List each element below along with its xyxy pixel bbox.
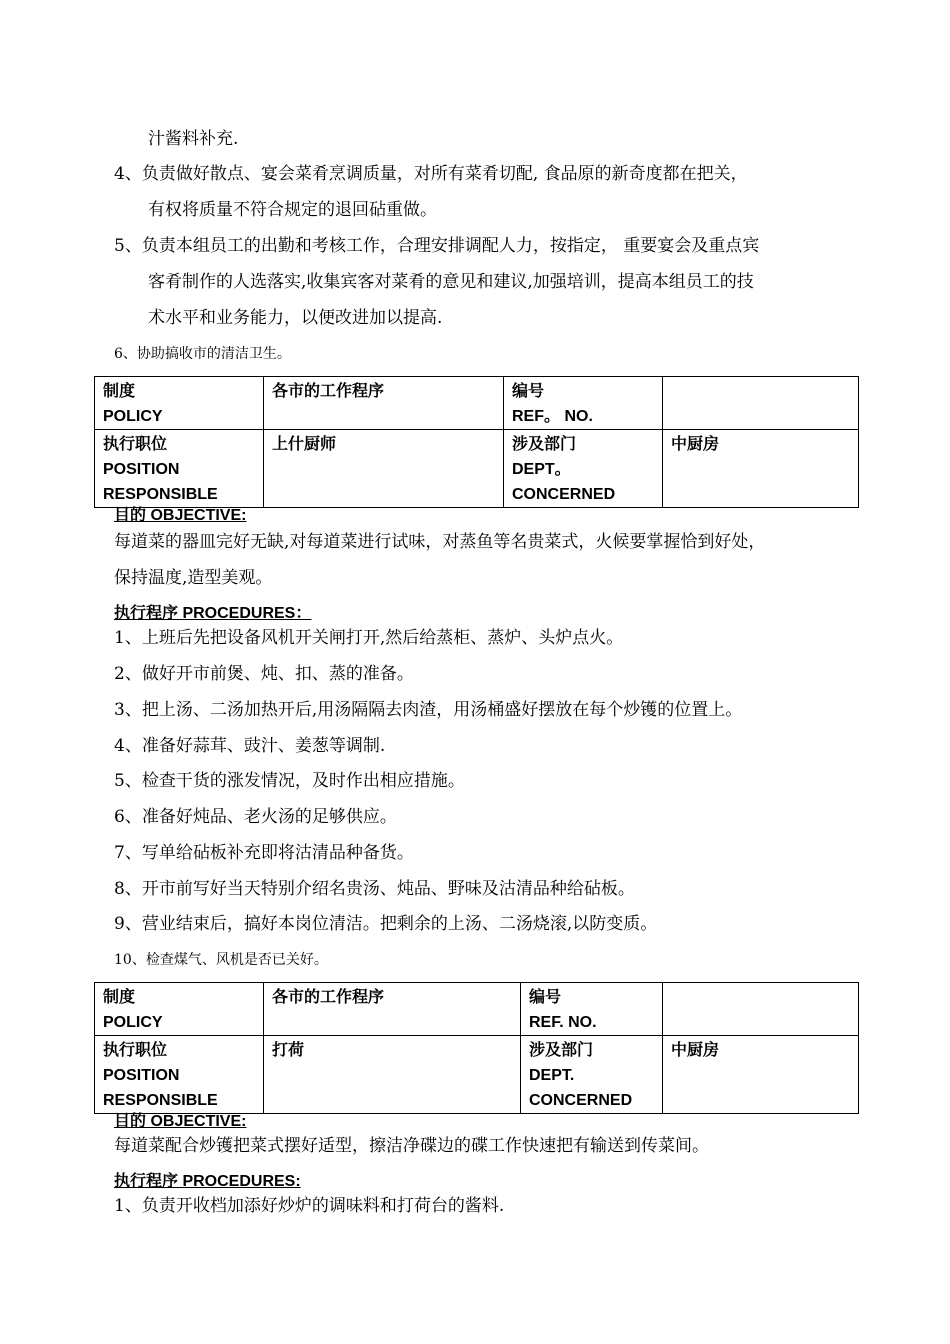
ref-value-cell bbox=[663, 377, 859, 430]
policy-label-cell bbox=[95, 377, 264, 430]
procedure-item: 9、营业结束后，搞好本岗位清洁。把剩余的上汤、二汤烧滚,以防变质。 bbox=[114, 914, 658, 934]
dept-label-en: CONCERNED bbox=[512, 486, 616, 503]
policy-value: 各市的工作程序 bbox=[272, 989, 385, 1006]
policy-label-cn: 制度 bbox=[103, 989, 136, 1006]
objective-text: 保持温度,造型美观。 bbox=[114, 568, 273, 588]
policy-table bbox=[94, 982, 859, 1114]
objective-text: 每道菜配合炒镬把菜式摆好适型，擦洁净碟边的碟工作快速把有输送到传菜间。 bbox=[114, 1136, 709, 1156]
dept-value-cell bbox=[663, 1036, 859, 1114]
procedure-item: 7、写单给砧板补充即将沽清品种备货。 bbox=[114, 843, 414, 863]
procedure-item: 8、开市前写好当天特别介绍名贵汤、炖品、野味及沽清品种给砧板。 bbox=[114, 879, 635, 899]
position-label-cn: 执行职位 bbox=[103, 1042, 168, 1059]
policy-label-cell bbox=[95, 983, 264, 1036]
policy-label-cn: 制度 bbox=[103, 383, 136, 400]
dept-label-cell bbox=[521, 1036, 663, 1114]
dept-value: 中厨房 bbox=[671, 1042, 720, 1059]
dept-label-en: CONCERNED bbox=[529, 1092, 633, 1109]
dept-value-cell bbox=[663, 430, 859, 508]
procedure-item: 3、把上汤、二汤加热开后,用汤隔隔去肉渣，用汤桶盛好摆放在每个炒镬的位置上。 bbox=[114, 700, 743, 720]
text-line: 有权将质量不符合规定的退回砧重做。 bbox=[148, 200, 437, 220]
text-line: 6、协助搞收市的清洁卫生。 bbox=[114, 346, 291, 362]
dept-label-en: DEPT。 bbox=[512, 461, 571, 478]
position-value-cell bbox=[264, 1036, 521, 1114]
text-line: 汁酱料补充. bbox=[148, 129, 239, 149]
procedures-heading: 执行程序 PROCEDURES： bbox=[114, 605, 312, 622]
policy-value-cell bbox=[264, 983, 521, 1036]
policy-value-cell bbox=[264, 377, 504, 430]
policy-table bbox=[94, 376, 859, 508]
dept-label-cell bbox=[504, 430, 663, 508]
text-line: 5、负责本组员工的出勤和考核工作，合理安排调配人力，按指定， 重要宴会及重点宾 bbox=[114, 236, 760, 256]
position-label-en: RESPONSIBLE bbox=[103, 1092, 218, 1109]
text-line: 4、负责做好散点、宴会菜肴烹调质量，对所有菜肴切配, 食品原的新奇度都在把关， bbox=[114, 164, 748, 184]
procedures-heading: 执行程序 PROCEDURES: bbox=[114, 1173, 301, 1190]
procedure-item: 6、准备好炖品、老火汤的足够供应。 bbox=[114, 807, 397, 827]
ref-label-cn: 编号 bbox=[529, 989, 562, 1006]
dept-label-cn: 涉及部门 bbox=[512, 436, 577, 453]
position-label-en: POSITION bbox=[103, 461, 180, 478]
policy-value: 各市的工作程序 bbox=[272, 383, 385, 400]
procedure-item: 1、上班后先把设备风机开关闸打开,然后给蒸柜、蒸炉、头炉点火。 bbox=[114, 628, 624, 648]
procedure-item: 10、检查煤气、风机是否已关好。 bbox=[114, 952, 328, 968]
procedure-item: 1、负责开收档加添好炒炉的调味料和打荷台的酱料. bbox=[114, 1196, 505, 1216]
procedure-item: 5、检查干货的涨发情况，及时作出相应措施。 bbox=[114, 771, 465, 791]
procedure-item: 2、做好开市前煲、炖、扣、蒸的准备。 bbox=[114, 664, 414, 684]
ref-label-cell bbox=[521, 983, 663, 1036]
text-line: 术水平和业务能力，以便改进加以提高. bbox=[148, 308, 443, 328]
position-label-en: POSITION bbox=[103, 1067, 180, 1084]
dept-label-cn: 涉及部门 bbox=[529, 1042, 594, 1059]
objective-text: 每道菜的器皿完好无缺,对每道菜进行试味，对蒸鱼等名贵菜式，火候要掌握恰到好处， bbox=[114, 532, 766, 552]
ref-label-en: REF. NO. bbox=[529, 1014, 597, 1031]
policy-label-en: POLICY bbox=[103, 1014, 163, 1031]
ref-label-en: REF。 NO. bbox=[512, 408, 593, 425]
position-label-cell bbox=[95, 1036, 264, 1114]
position-value-cell bbox=[264, 430, 504, 508]
position-value: 打荷 bbox=[272, 1042, 305, 1059]
policy-label-en: POLICY bbox=[103, 408, 163, 425]
objective-heading: 目的 OBJECTIVE: bbox=[114, 507, 247, 524]
dept-label-en: DEPT. bbox=[529, 1067, 575, 1084]
ref-label-cell bbox=[504, 377, 663, 430]
procedure-item: 4、准备好蒜茸、豉汁、姜葱等调制. bbox=[114, 736, 386, 756]
position-value: 上什厨师 bbox=[272, 436, 337, 453]
objective-heading: 目的 OBJECTIVE: bbox=[114, 1113, 247, 1130]
position-label-cn: 执行职位 bbox=[103, 436, 168, 453]
text-line: 客肴制作的人选落实,收集宾客对菜肴的意见和建议,加强培训，提高本组员工的技 bbox=[148, 272, 754, 292]
dept-value: 中厨房 bbox=[671, 436, 720, 453]
ref-label-cn: 编号 bbox=[512, 383, 545, 400]
position-label-cell bbox=[95, 430, 264, 508]
ref-value-cell bbox=[663, 983, 859, 1036]
position-label-en: RESPONSIBLE bbox=[103, 486, 218, 503]
